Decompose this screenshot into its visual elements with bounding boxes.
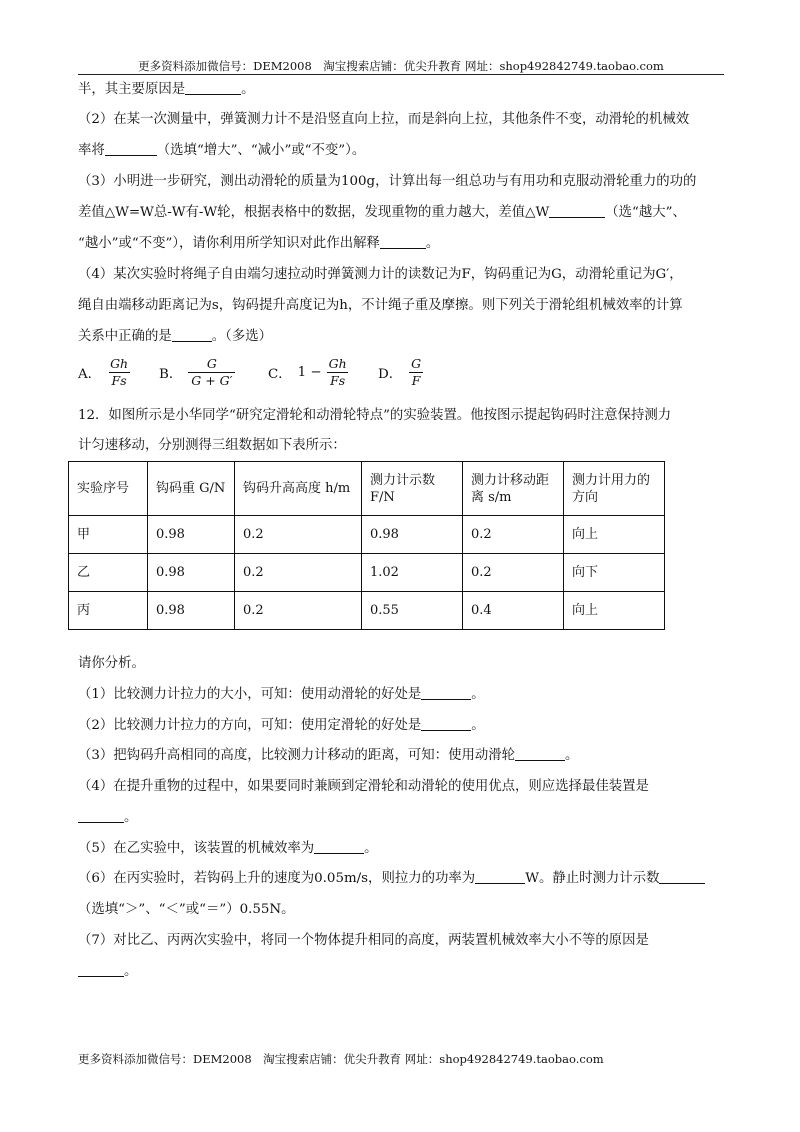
denominator: F <box>409 372 424 389</box>
table-header-cell: 测力计用力的方向 <box>564 462 665 516</box>
q11-part2-line-2 <box>78 141 365 161</box>
denominator: G + G′ <box>188 372 235 389</box>
table-cell: 甲 <box>69 516 148 554</box>
option-b[interactable] <box>159 352 235 392</box>
answer-blank[interactable] <box>185 80 241 95</box>
table-cell: 1.02 <box>362 554 463 592</box>
q12-part1 <box>78 685 485 705</box>
option-c[interactable] <box>268 352 350 392</box>
q11-text: （选“越大”、 <box>605 205 686 220</box>
q11-text: 。 <box>241 82 255 97</box>
q11-text: 半，其主要原因是 <box>78 82 186 97</box>
denominator: Fs <box>109 372 130 389</box>
one-minus: 1 − <box>297 364 322 380</box>
table-header-cell: 实验序号 <box>69 462 148 516</box>
q12-part7-line-1: （7）对比乙、丙两次实验中，将同一个物体提升相同的高度，两装置机械效率大小不等的原因是 <box>78 933 649 948</box>
answer-blank[interactable] <box>78 962 124 977</box>
header-divider <box>78 74 724 75</box>
q12-stem-line-1: 12．如图所示是小华同学“研究定滑轮和动滑轮特点”的实验装置。他按图示提起钩码时注意保持测力 <box>78 408 672 423</box>
table-cell: 0.2 <box>463 516 564 554</box>
q11-part3-line-1: （3）小明进一步研究，测出动滑轮的质量为100g，计算出每一组总功与有用功和克服动滑轮重力的功的 <box>78 174 697 189</box>
q12-part7-line-2 <box>78 962 137 982</box>
table-row <box>69 592 665 630</box>
q11-text: 关系中正确的是 <box>78 329 172 344</box>
fraction <box>408 356 424 389</box>
answer-blank[interactable] <box>421 685 471 700</box>
table-cell: 0.98 <box>362 516 463 554</box>
q12-part6-line-2: （选填“＞”、“＜”或“＝”）0.55N。 <box>78 902 295 917</box>
table-row <box>69 516 665 554</box>
numerator: G <box>411 355 422 371</box>
table-row <box>69 554 665 592</box>
q12-text: （5）在乙实验中，该装置的机械效率为 <box>78 841 315 856</box>
q12-part6-line-1 <box>78 869 705 889</box>
page-header: 更多资料添加微信号：DEM2008 淘宝搜索店铺：优尖升教育 网址：shop492842749.taobao.com <box>138 59 664 73</box>
table-cell: 0.98 <box>148 516 235 554</box>
q12-text: （6）在丙实验时，若钩码上升的速度为0.05m/s，则拉力的功率为 <box>78 871 476 886</box>
q12-part5 <box>78 839 378 859</box>
data-table <box>68 461 665 630</box>
table-cell: 向上 <box>564 516 665 554</box>
table-cell: 0.98 <box>148 592 235 630</box>
q11-text: 率将 <box>78 143 105 158</box>
q12-text: （3）把钩码升高相同的高度，比较测力计移动的距离，可知：使用动滑轮 <box>78 748 516 763</box>
page-footer: 更多资料添加微信号：DEM2008 淘宝搜索店铺：优尖升教育 网址：shop492842749.taobao.com <box>78 1052 604 1066</box>
table-header-cell: 钩码升高高度 h/m <box>235 462 362 516</box>
option-letter: B． <box>159 366 183 382</box>
table-cell: 0.55 <box>362 592 463 630</box>
answer-blank[interactable] <box>314 839 364 854</box>
q11-text: 差值△W=W总-W有-W轮，根据表格中的数据，发现重物的重力越大，差值△W <box>78 205 550 220</box>
q12-text: 。 <box>364 841 378 856</box>
q12-part3 <box>78 746 578 766</box>
answer-blank[interactable] <box>380 234 426 249</box>
q11-part4-line-2: 绳自由端移动距离记为s，钩码提升高度记为h，不计绳子重及摩擦。则下列关于滑轮组机械效率的计算 <box>78 298 683 313</box>
answer-blank[interactable] <box>172 327 212 342</box>
q12-part4-line-2 <box>78 808 137 828</box>
table-cell: 0.2 <box>463 554 564 592</box>
numerator: Gh <box>328 355 347 371</box>
answer-blank[interactable] <box>421 716 471 731</box>
q11-part2-line-1: （2）在某一次测量中，弹簧测力计不是沿竖直向上拉，而是斜向上拉，其他条件不变，动滑轮的机械效 <box>78 112 690 127</box>
q12-text: W。静止时测力计示数 <box>525 871 660 886</box>
answer-blank[interactable] <box>515 746 565 761</box>
q11-text: 。（多选） <box>211 329 272 344</box>
table-cell: 0.98 <box>148 554 235 592</box>
table-cell: 0.2 <box>235 516 362 554</box>
q11-text: （选填“增大”、“减小”或“不变”）。 <box>156 143 366 158</box>
answer-blank[interactable] <box>78 808 124 823</box>
fraction <box>188 356 235 389</box>
answer-blank[interactable] <box>549 203 605 218</box>
option-a[interactable] <box>78 352 131 392</box>
q12-part2 <box>78 716 485 736</box>
q11-line-1 <box>78 80 255 100</box>
q11-part4-line-3 <box>78 327 272 347</box>
q12-text: 。 <box>124 964 138 979</box>
q12-text: （2）比较测力计拉力的方向，可知：使用定滑轮的好处是 <box>78 718 422 733</box>
q11-text: 。 <box>425 236 440 251</box>
q12-stem-line-2: 计匀速移动，分别测得三组数据如下表所示： <box>78 438 346 453</box>
answer-blank[interactable] <box>659 869 705 884</box>
denominator: Fs <box>327 372 348 389</box>
numerator: Gh <box>110 355 129 371</box>
q12-text: （1）比较测力计拉力的大小，可知：使用动滑轮的好处是 <box>78 687 422 702</box>
table-header-cell: 测力计示数 F/N <box>362 462 463 516</box>
table-cell: 丙 <box>69 592 148 630</box>
q11-text: “越小”或“不变”），请你利用所学知识对此作出解释 <box>78 236 380 251</box>
q12-text: 。 <box>471 718 485 733</box>
table-header-row <box>69 462 665 516</box>
table-header-cell: 钩码重 G/N <box>148 462 235 516</box>
q12-prompt: 请你分析。 <box>78 656 145 671</box>
table-cell: 向下 <box>564 554 665 592</box>
answer-options <box>78 352 678 392</box>
table-cell: 乙 <box>69 554 148 592</box>
option-letter: D． <box>378 366 403 382</box>
q12-part4-line-1: （4）在提升重物的过程中，如果要同时兼顾到定滑轮和动滑轮的使用优点，则应选择最佳装置是 <box>78 779 649 794</box>
q11-part4-line-1: （4）某次实验时将绳子自由端匀速拉动时弹簧测力计的读数记为F，钩码重记为G，动滑轮重记为G′， <box>78 267 683 282</box>
fraction <box>326 356 350 389</box>
option-letter: A． <box>78 366 102 382</box>
answer-blank[interactable] <box>475 869 525 884</box>
table-cell: 0.2 <box>235 592 362 630</box>
q12-text: 。 <box>124 810 138 825</box>
table-header-cell: 测力计移动距离 s/m <box>463 462 564 516</box>
table-cell: 0.2 <box>235 554 362 592</box>
fraction <box>107 356 131 389</box>
table-cell: 向上 <box>564 592 665 630</box>
q11-part3-line-3 <box>78 234 439 254</box>
q12-text: 。 <box>565 748 579 763</box>
option-d[interactable] <box>378 352 424 392</box>
q11-part3-line-2 <box>78 203 686 223</box>
answer-blank[interactable] <box>105 141 157 156</box>
numerator: G <box>206 355 217 371</box>
table-cell: 0.4 <box>463 592 564 630</box>
q12-text: 。 <box>471 687 485 702</box>
option-letter: C． <box>268 366 292 382</box>
